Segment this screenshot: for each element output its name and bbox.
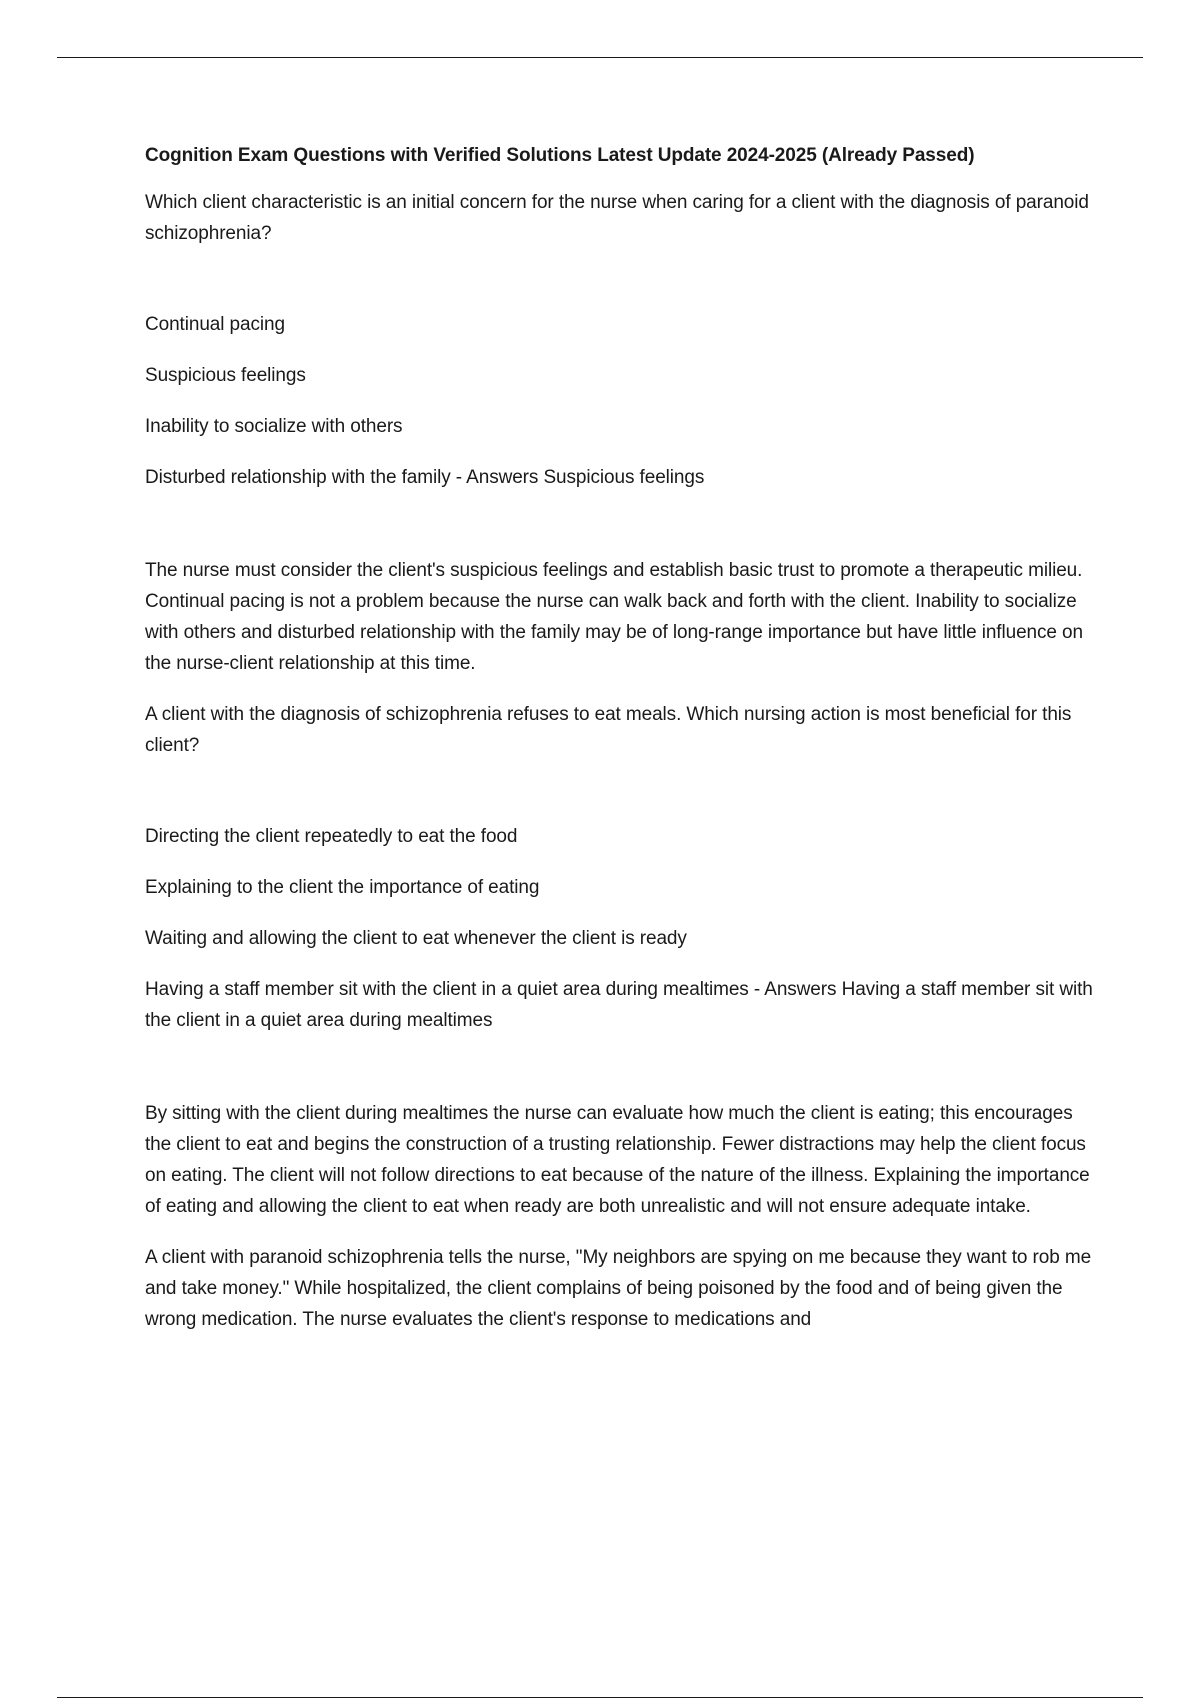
question-2-option-1: Directing the client repeatedly to eat the food [145,826,518,847]
question-1: Which client characteristic is an initial concern for the nurse when caring for a client with the diagnosis of paranoid schizophrenia? [145,192,1089,244]
question-1-option-3: Inability to socialize with others [145,416,403,437]
question-1-option-1: Continual pacing [145,314,285,335]
header-rule [57,57,1143,58]
question-1-option-2: Suspicious feelings [145,365,306,386]
document-title: Cognition Exam Questions with Verified Solutions Latest Update 2024-2025 (Already Passed) [145,145,975,166]
question-2-option-4-answer: Having a staff member sit with the client in a quiet area during mealtimes - Answers Having a staff member sit with the client in a quiet area during mealtimes [145,979,1093,1031]
question-2-rationale: By sitting with the client during mealtimes the nurse can evaluate how much the client is eating; this encourages the client to eat and begins the construction of a trusting relationship. Fewer distractions may help the client focus on eating. The client will not follow directions to eat because of the nature of the illness. Explaining the importance of eating and allowing the client to eat when ready are both unrealistic and will not ensure adequate intake. [145,1103,1090,1217]
question-2-option-3: Waiting and allowing the client to eat whenever the client is ready [145,928,687,949]
document-body [145,140,1095,1335]
question-1-option-4-answer: Disturbed relationship with the family - Answers Suspicious feelings [145,467,705,488]
question-2-option-2: Explaining to the client the importance of eating [145,877,540,898]
question-3: A client with paranoid schizophrenia tells the nurse, "My neighbors are spying on me because they want to rob me and take money." While hospitalized, the client complains of being poisoned by the food and of being given the wrong medication. The nurse evaluates the client's response to medications and [145,1247,1092,1330]
footer-rule [57,1697,1143,1698]
question-2: A client with the diagnosis of schizophrenia refuses to eat meals. Which nursing action is most beneficial for this client? [145,704,1072,756]
question-1-rationale: The nurse must consider the client's suspicious feelings and establish basic trust to promote a therapeutic milieu. Continual pacing is not a problem because the nurse can walk back and forth with the client. Inability to socialize with others and disturbed relationship with the family may be of long-range importance but have little influence on the nurse-client relationship at this time. [145,560,1083,674]
